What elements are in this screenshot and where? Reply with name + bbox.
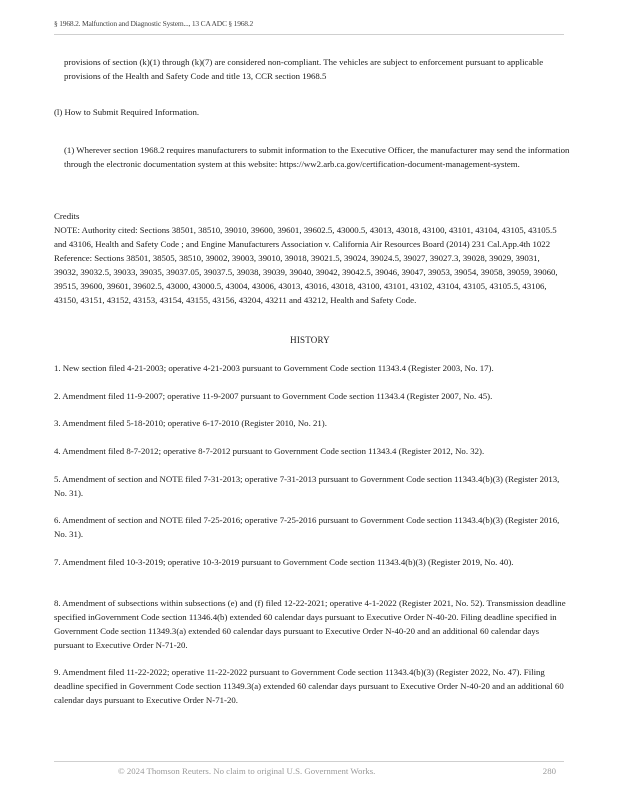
history-entry: 1. New section filed 4-21-2003; operative 4-21-2003 pursuant to Government Code section 11343.4 (Register 2003, No. 17). — [54, 363, 494, 373]
credits-label: Credits — [54, 211, 80, 221]
header-divider — [54, 34, 564, 35]
history-entry: 4. Amendment filed 8-7-2012; operative 8-7-2012 pursuant to Government Code section 11343.4 (Register 2012, No. 32). — [54, 446, 485, 456]
copyright-notice: © 2024 Thomson Reuters. No claim to original U.S. Government Works. — [118, 766, 376, 776]
history-entry: 8. Amendment of subsections within subsections (e) and (f) filed 12-22-2021; operative 4-1-2022 (Register 2021, No. 52). Transmission deadline specified inGovernment Code section 11346.4(b) extended 60 calendar days pursuant to Executive Order N-40-20. Filing deadline specified in Government Code section 11349.3(a) extended 60 calendar days pursuant to Executive Order N-40-20 and an additional 60 calendar days pursuant to Executive Order N-71-20. — [54, 598, 566, 650]
section-l-heading: (l) How to Submit Required Information. — [54, 107, 200, 117]
footer-divider — [54, 761, 564, 762]
credits-note: NOTE: Authority cited: Sections 38501, 38510, 39010, 39600, 39601, 39602.5, 43000.5, 43013, 43018, 43100, 43101, 43104, 43105, 43105.5 and 43106, Health and Safety Code ; and Engine Manufacturers Association v. California Air Resources Board (2014) 231 Cal.App.4th 1022 Reference: Sections 38501, 38505, 38510, 39002, 39003, 39010, 39018, 39021.5, 39024, 39024.5, 39027, 39027.3, 39028, 39029, 39031, 39032, 39032.5, 39033, 39035, 39037.05, 39037.5, 39038, 39039, 39040, 39042, 39042.5, 39046, 39047, 39053, 39054, 39058, 39059, 39060, 39515, 39600, 39601, 39602.5, 43000, 43000.5, 43004, 43006, 43013, 43016, 43018, 43100, 43101, 43102, 43104, 43105, 43105.5, 43106, 43150, 43151, 43152, 43153, 43154, 43155, 43156, 43204, 43211 and 43212, Health and Safety Code. — [54, 225, 558, 305]
page-number: 280 — [542, 766, 556, 776]
history-heading: HISTORY — [290, 335, 330, 345]
history-entry: 6. Amendment of section and NOTE filed 7-25-2016; operative 7-25-2016 pursuant to Government Code section 11343.4(b)(3) (Register 2016, No. 31). — [54, 515, 560, 539]
section-l-paragraph-1: (1) Wherever section 1968.2 requires manufacturers to submit information to the Executive Officer, the manufacturer may send the information through the electronic documentation system at this website: https://ww2.arb.ca.gov/certification-document-management-system. — [64, 145, 570, 169]
running-header: § 1968.2. Malfunction and Diagnostic System..., 13 CA ADC § 1968.2 — [54, 19, 254, 28]
history-entry: 7. Amendment filed 10-3-2019; operative 10-3-2019 pursuant to Government Code section 11343.4(b)(3) (Register 2019, No. 40). — [54, 557, 514, 567]
history-entry: 2. Amendment filed 11-9-2007; operative 11-9-2007 pursuant to Government Code section 11343.4 (Register 2007, No. 45). — [54, 391, 493, 401]
history-entry: 9. Amendment filed 11-22-2022; operative 11-22-2022 pursuant to Government Code section 11343.4(b)(3) (Register 2022, No. 47). Filing deadline specified in Government Code section 11349.3(a) extended 60 calendar days pursuant to Executive Order N-40-20 and an additional 60 calendar days pursuant to Executive Order N-71-20. — [54, 667, 564, 705]
history-entry: 5. Amendment of section and NOTE filed 7-31-2013; operative 7-31-2013 pursuant to Government Code section 11343.4(b)(3) (Register 2013, No. 31). — [54, 474, 560, 498]
continuation-paragraph: provisions of section (k)(1) through (k)(7) are considered non-compliant. The vehicles are subject to enforcement pursuant to applicable provisions of the Health and Safety Code and title 13, CCR section 1968.5 — [64, 57, 544, 81]
history-entry: 3. Amendment filed 5-18-2010; operative 6-17-2010 (Register 2010, No. 21). — [54, 418, 327, 428]
